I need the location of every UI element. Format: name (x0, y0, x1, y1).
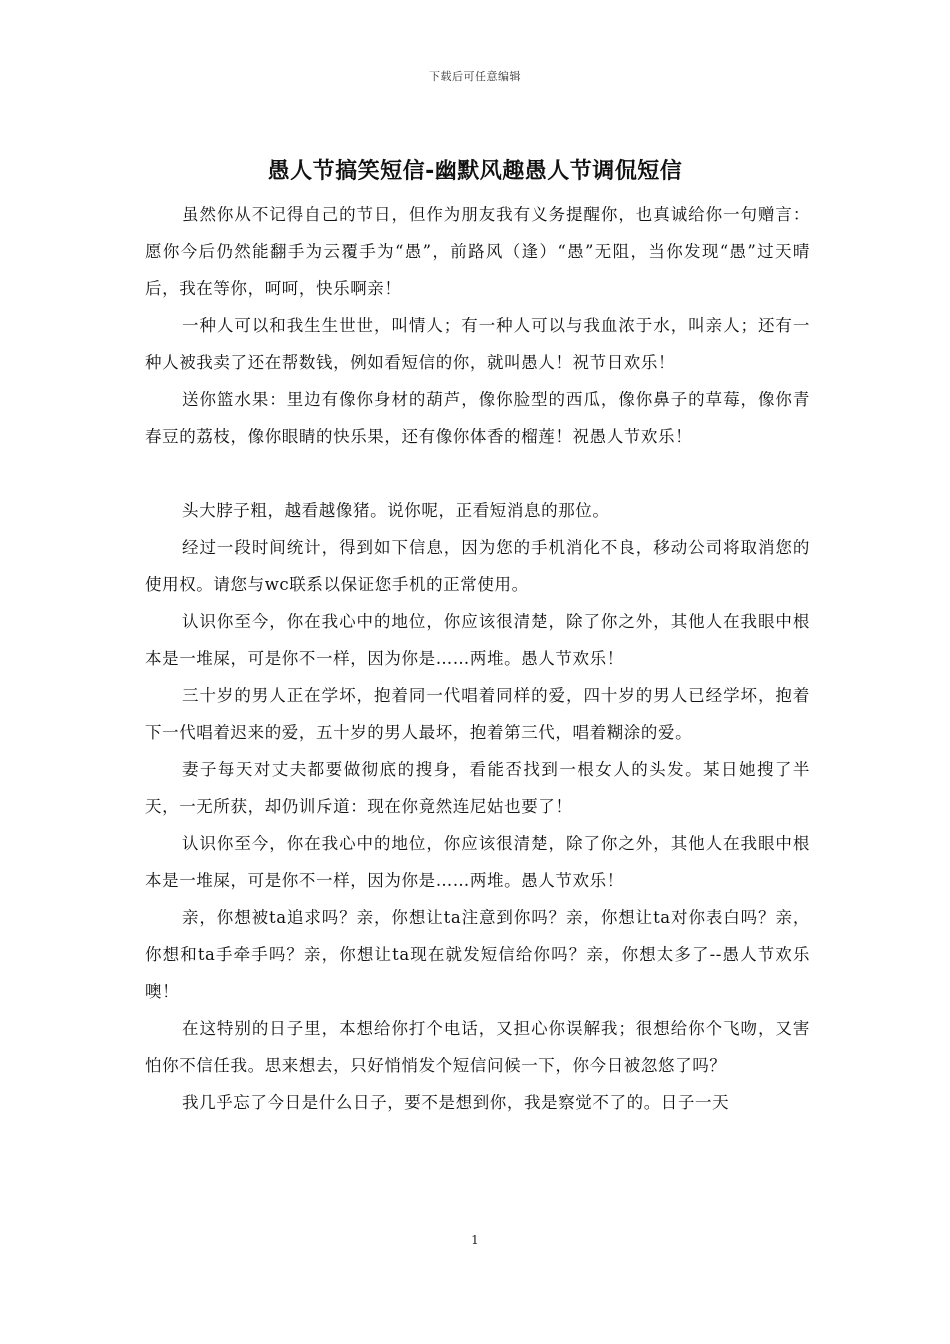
body-paragraph: 在这特别的日子里，本想给你打个电话，又担心你误解我；很想给你个飞吻，又害怕你不信任我。思来想去，只好悄悄发个短信问候一下，你今日被忽悠了吗？ (145, 1019, 810, 1075)
paragraph-gap (145, 455, 810, 492)
body-paragraph: 三十岁的男人正在学坏，抱着同一代唱着同样的爱，四十岁的男人已经学坏，抱着下一代唱着迟来的爱，五十岁的男人最坏，抱着第三代，唱着糊涂的爱。 (145, 686, 810, 742)
body-paragraph: 认识你至今，你在我心中的地位，你应该很清楚，除了你之外，其他人在我眼中根本是一堆屎，可是你不一样，因为你是……两堆。愚人节欢乐！ (145, 834, 810, 890)
body-paragraph: 经过一段时间统计，得到如下信息，因为您的手机消化不良，移动公司将取消您的使用权。请您与wc联系以保证您手机的正常使用。 (145, 538, 810, 594)
body-paragraph: 虽然你从不记得自己的节日，但作为朋友我有义务提醒你，也真诚给你一句赠言：愿你今后仍然能翻手为云覆手为“愚”，前路风（逢）“愚”无阻，当你发现“愚”过天晴后，我在等你，呵呵，快乐啊亲！ (145, 205, 810, 298)
body-paragraph: 认识你至今，你在我心中的地位，你应该很清楚，除了你之外，其他人在我眼中根本是一堆屎，可是你不一样，因为你是……两堆。愚人节欢乐！ (145, 612, 810, 668)
body-paragraph: 头大脖子粗，越看越像猪。说你呢，正看短消息的那位。 (182, 501, 610, 520)
page-number: 1 (471, 1233, 479, 1247)
header-note: 下载后可任意编辑 (429, 70, 521, 83)
body-paragraph: 妻子每天对丈夫都要做彻底的搜身，看能否找到一根女人的头发。某日她搜了半天，一无所获，却仍训斥道：现在你竟然连尼姑也要了！ (145, 760, 810, 816)
body-paragraph: 我几乎忘了今日是什么日子，要不是想到你，我是察觉不了的。日子一天 (182, 1093, 730, 1112)
body-paragraph: 一种人可以和我生生世世，叫情人；有一种人可以与我血浓于水，叫亲人；还有一种人被我卖了还在帮数钱，例如看短信的你，就叫愚人！祝节日欢乐！ (145, 316, 810, 372)
body-paragraph: 送你篮水果：里边有像你身材的葫芦，像你脸型的西瓜，像你鼻子的草莓，像你青春豆的荔枝，像你眼睛的快乐果，还有像你体香的榴莲！祝愚人节欢乐！ (145, 390, 810, 446)
body-paragraph: 亲，你想被ta追求吗？亲，你想让ta注意到你吗？亲，你想让ta对你表白吗？亲，你想和ta手牵手吗？亲，你想让ta现在就发短信给你吗？亲，你想太多了--愚人节欢乐噢！ (145, 908, 810, 1001)
document-body (145, 196, 810, 1121)
document-title: 愚人节搞笑短信-幽默风趣愚人节调侃短信 (267, 159, 683, 184)
